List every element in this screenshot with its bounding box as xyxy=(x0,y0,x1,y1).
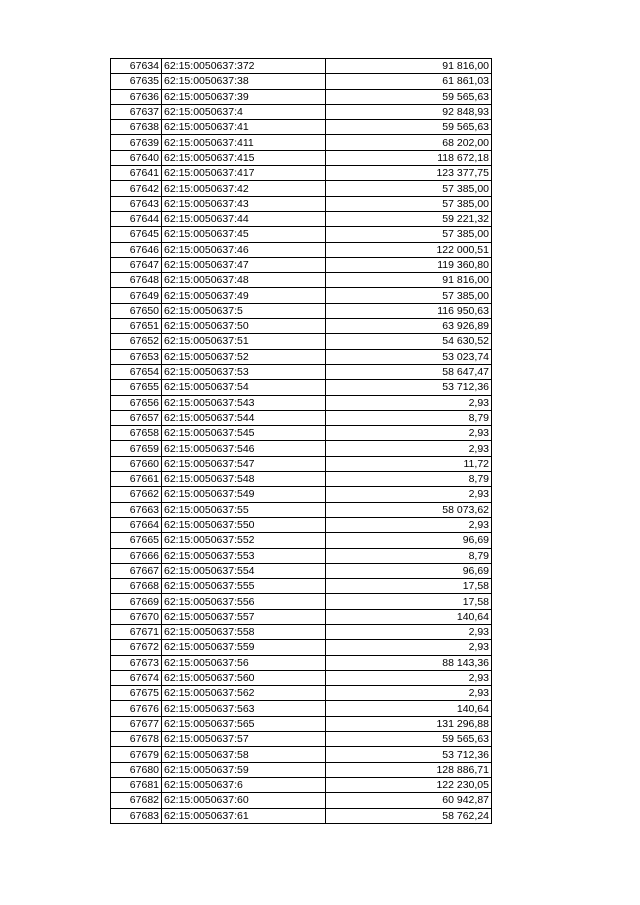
table-row xyxy=(111,349,492,364)
cadastral-number-cell: 62:15:0050637:547 xyxy=(162,456,326,471)
table-row xyxy=(111,655,492,670)
cadastral-value-cell: 60 942,87 xyxy=(326,793,492,808)
row-number-cell: 67671 xyxy=(111,624,162,639)
cadastral-number-cell: 62:15:0050637:55 xyxy=(162,502,326,517)
table-row xyxy=(111,472,492,487)
table-row xyxy=(111,670,492,685)
cadastral-value-cell: 59 565,63 xyxy=(326,732,492,747)
cadastral-number-cell: 62:15:0050637:39 xyxy=(162,89,326,104)
row-number-cell: 67655 xyxy=(111,380,162,395)
row-number-cell: 67667 xyxy=(111,563,162,578)
cadastral-number-cell: 62:15:0050637:41 xyxy=(162,120,326,135)
cadastral-value-cell: 122 000,51 xyxy=(326,242,492,257)
table-row xyxy=(111,502,492,517)
table-row xyxy=(111,380,492,395)
cadastral-value-cell: 2,93 xyxy=(326,441,492,456)
cadastral-number-cell: 62:15:0050637:562 xyxy=(162,686,326,701)
table-row xyxy=(111,762,492,777)
cadastral-value-cell: 53 712,36 xyxy=(326,747,492,762)
cadastral-number-cell: 62:15:0050637:560 xyxy=(162,670,326,685)
cadastral-value-cell: 2,93 xyxy=(326,640,492,655)
table-row xyxy=(111,303,492,318)
table-row xyxy=(111,410,492,425)
row-number-cell: 67648 xyxy=(111,273,162,288)
table-row xyxy=(111,548,492,563)
cadastral-number-cell: 62:15:0050637:565 xyxy=(162,716,326,731)
cadastral-number-cell: 62:15:0050637:50 xyxy=(162,319,326,334)
table-row xyxy=(111,563,492,578)
cadastral-value-cell: 2,93 xyxy=(326,426,492,441)
row-number-cell: 67654 xyxy=(111,364,162,379)
cadastral-value-cell: 2,93 xyxy=(326,395,492,410)
row-number-cell: 67675 xyxy=(111,686,162,701)
cadastral-number-cell: 62:15:0050637:52 xyxy=(162,349,326,364)
cadastral-value-cell: 96,69 xyxy=(326,563,492,578)
cadastral-value-cell: 131 296,88 xyxy=(326,716,492,731)
row-number-cell: 67680 xyxy=(111,762,162,777)
table-row xyxy=(111,273,492,288)
row-number-cell: 67649 xyxy=(111,288,162,303)
table-row xyxy=(111,150,492,165)
cadastral-value-cell: 2,93 xyxy=(326,624,492,639)
table-row xyxy=(111,334,492,349)
cadastral-number-cell: 62:15:0050637:545 xyxy=(162,426,326,441)
table-row xyxy=(111,319,492,334)
row-number-cell: 67652 xyxy=(111,334,162,349)
cadastral-number-cell: 62:15:0050637:44 xyxy=(162,211,326,226)
table-row xyxy=(111,242,492,257)
cadastral-number-cell: 62:15:0050637:546 xyxy=(162,441,326,456)
row-number-cell: 67644 xyxy=(111,211,162,226)
table-row xyxy=(111,533,492,548)
row-number-cell: 67677 xyxy=(111,716,162,731)
row-number-cell: 67665 xyxy=(111,533,162,548)
table-row xyxy=(111,517,492,532)
row-number-cell: 67683 xyxy=(111,808,162,823)
row-number-cell: 67640 xyxy=(111,150,162,165)
cadastral-value-cell: 61 861,03 xyxy=(326,74,492,89)
table-body xyxy=(111,59,492,824)
row-number-cell: 67651 xyxy=(111,319,162,334)
cadastral-number-cell: 62:15:0050637:6 xyxy=(162,777,326,792)
row-number-cell: 67647 xyxy=(111,257,162,272)
table-row xyxy=(111,609,492,624)
cadastral-number-cell: 62:15:0050637:61 xyxy=(162,808,326,823)
cadastral-number-cell: 62:15:0050637:548 xyxy=(162,472,326,487)
table-row xyxy=(111,395,492,410)
row-number-cell: 67661 xyxy=(111,472,162,487)
cadastral-value-cell: 59 565,63 xyxy=(326,120,492,135)
cadastral-number-cell: 62:15:0050637:53 xyxy=(162,364,326,379)
table-row xyxy=(111,227,492,242)
row-number-cell: 67669 xyxy=(111,594,162,609)
cadastral-value-cell: 11,72 xyxy=(326,456,492,471)
row-number-cell: 67658 xyxy=(111,426,162,441)
table-row xyxy=(111,181,492,196)
table-row xyxy=(111,257,492,272)
cadastral-value-cell: 91 816,00 xyxy=(326,59,492,74)
row-number-cell: 67679 xyxy=(111,747,162,762)
cadastral-value-cell: 122 230,05 xyxy=(326,777,492,792)
row-number-cell: 67657 xyxy=(111,410,162,425)
cadastral-number-cell: 62:15:0050637:554 xyxy=(162,563,326,578)
table-row xyxy=(111,456,492,471)
table-row xyxy=(111,441,492,456)
cadastral-number-cell: 62:15:0050637:54 xyxy=(162,380,326,395)
cadastral-number-cell: 62:15:0050637:415 xyxy=(162,150,326,165)
cadastral-value-cell: 8,79 xyxy=(326,472,492,487)
cadastral-number-cell: 62:15:0050637:42 xyxy=(162,181,326,196)
cadastral-number-cell: 62:15:0050637:48 xyxy=(162,273,326,288)
row-number-cell: 67639 xyxy=(111,135,162,150)
cadastral-value-cell: 91 816,00 xyxy=(326,273,492,288)
cadastral-value-cell: 2,93 xyxy=(326,487,492,502)
row-number-cell: 67636 xyxy=(111,89,162,104)
cadastral-number-cell: 62:15:0050637:555 xyxy=(162,579,326,594)
row-number-cell: 67641 xyxy=(111,166,162,181)
row-number-cell: 67672 xyxy=(111,640,162,655)
row-number-cell: 67634 xyxy=(111,59,162,74)
cadastral-number-cell: 62:15:0050637:559 xyxy=(162,640,326,655)
cadastral-number-cell: 62:15:0050637:60 xyxy=(162,793,326,808)
row-number-cell: 67673 xyxy=(111,655,162,670)
table-row xyxy=(111,426,492,441)
cadastral-number-cell: 62:15:0050637:56 xyxy=(162,655,326,670)
table-row xyxy=(111,579,492,594)
row-number-cell: 67663 xyxy=(111,502,162,517)
cadastral-number-cell: 62:15:0050637:553 xyxy=(162,548,326,563)
cadastral-value-cell: 59 565,63 xyxy=(326,89,492,104)
table-row xyxy=(111,120,492,135)
table-row xyxy=(111,166,492,181)
row-number-cell: 67674 xyxy=(111,670,162,685)
table-row xyxy=(111,59,492,74)
cadastral-value-cell: 17,58 xyxy=(326,594,492,609)
cadastral-number-cell: 62:15:0050637:4 xyxy=(162,104,326,119)
cadastral-value-cell: 140,64 xyxy=(326,609,492,624)
row-number-cell: 67656 xyxy=(111,395,162,410)
table-row xyxy=(111,135,492,150)
row-number-cell: 67635 xyxy=(111,74,162,89)
cadastral-value-cell: 54 630,52 xyxy=(326,334,492,349)
cadastral-number-cell: 62:15:0050637:51 xyxy=(162,334,326,349)
cadastral-number-cell: 62:15:0050637:49 xyxy=(162,288,326,303)
cadastral-number-cell: 62:15:0050637:549 xyxy=(162,487,326,502)
cadastral-value-cell: 8,79 xyxy=(326,410,492,425)
table-row xyxy=(111,808,492,823)
row-number-cell: 67660 xyxy=(111,456,162,471)
row-number-cell: 67643 xyxy=(111,196,162,211)
cadastral-value-cell: 57 385,00 xyxy=(326,196,492,211)
cadastral-number-cell: 62:15:0050637:557 xyxy=(162,609,326,624)
table-row xyxy=(111,732,492,747)
table-row xyxy=(111,716,492,731)
cadastral-value-cell: 119 360,80 xyxy=(326,257,492,272)
cadastral-value-cell: 116 950,63 xyxy=(326,303,492,318)
cadastral-value-cell: 118 672,18 xyxy=(326,150,492,165)
cadastral-number-cell: 62:15:0050637:558 xyxy=(162,624,326,639)
table-row xyxy=(111,701,492,716)
cadastral-number-cell: 62:15:0050637:417 xyxy=(162,166,326,181)
cadastral-value-cell: 128 886,71 xyxy=(326,762,492,777)
cadastral-value-cell: 58 762,24 xyxy=(326,808,492,823)
table-row xyxy=(111,777,492,792)
cadastral-value-cell: 2,93 xyxy=(326,686,492,701)
cadastral-value-cell: 92 848,93 xyxy=(326,104,492,119)
cadastral-value-cell: 8,79 xyxy=(326,548,492,563)
cadastral-value-cell: 57 385,00 xyxy=(326,227,492,242)
row-number-cell: 67681 xyxy=(111,777,162,792)
cadastral-value-cell: 88 143,36 xyxy=(326,655,492,670)
cadastral-number-cell: 62:15:0050637:5 xyxy=(162,303,326,318)
table-row xyxy=(111,640,492,655)
row-number-cell: 67645 xyxy=(111,227,162,242)
table-row xyxy=(111,747,492,762)
cadastral-value-cell: 59 221,32 xyxy=(326,211,492,226)
cadastral-number-cell: 62:15:0050637:544 xyxy=(162,410,326,425)
cadastral-value-cell: 57 385,00 xyxy=(326,181,492,196)
cadastral-number-cell: 62:15:0050637:43 xyxy=(162,196,326,211)
row-number-cell: 67666 xyxy=(111,548,162,563)
table-row xyxy=(111,196,492,211)
table-row xyxy=(111,89,492,104)
cadastral-value-cell: 63 926,89 xyxy=(326,319,492,334)
cadastral-value-cell: 53 023,74 xyxy=(326,349,492,364)
row-number-cell: 67646 xyxy=(111,242,162,257)
cadastral-number-cell: 62:15:0050637:58 xyxy=(162,747,326,762)
cadastral-value-table xyxy=(110,58,492,824)
row-number-cell: 67682 xyxy=(111,793,162,808)
cadastral-value-cell: 58 073,62 xyxy=(326,502,492,517)
cadastral-number-cell: 62:15:0050637:38 xyxy=(162,74,326,89)
table-row xyxy=(111,288,492,303)
cadastral-number-cell: 62:15:0050637:563 xyxy=(162,701,326,716)
table-row xyxy=(111,686,492,701)
cadastral-number-cell: 62:15:0050637:45 xyxy=(162,227,326,242)
cadastral-number-cell: 62:15:0050637:556 xyxy=(162,594,326,609)
cadastral-value-cell: 58 647,47 xyxy=(326,364,492,379)
cadastral-value-cell: 96,69 xyxy=(326,533,492,548)
table-row xyxy=(111,487,492,502)
cadastral-number-cell: 62:15:0050637:552 xyxy=(162,533,326,548)
cadastral-value-cell: 53 712,36 xyxy=(326,380,492,395)
table-row xyxy=(111,624,492,639)
cadastral-value-cell: 57 385,00 xyxy=(326,288,492,303)
row-number-cell: 67659 xyxy=(111,441,162,456)
table-row xyxy=(111,104,492,119)
table-row xyxy=(111,74,492,89)
cadastral-number-cell: 62:15:0050637:411 xyxy=(162,135,326,150)
row-number-cell: 67638 xyxy=(111,120,162,135)
row-number-cell: 67664 xyxy=(111,517,162,532)
cadastral-value-cell: 2,93 xyxy=(326,517,492,532)
table-row xyxy=(111,364,492,379)
cadastral-number-cell: 62:15:0050637:59 xyxy=(162,762,326,777)
cadastral-number-cell: 62:15:0050637:543 xyxy=(162,395,326,410)
table-row xyxy=(111,594,492,609)
row-number-cell: 67653 xyxy=(111,349,162,364)
cadastral-number-cell: 62:15:0050637:372 xyxy=(162,59,326,74)
cadastral-value-cell: 140,64 xyxy=(326,701,492,716)
row-number-cell: 67668 xyxy=(111,579,162,594)
row-number-cell: 67642 xyxy=(111,181,162,196)
row-number-cell: 67662 xyxy=(111,487,162,502)
cadastral-value-cell: 123 377,75 xyxy=(326,166,492,181)
cadastral-number-cell: 62:15:0050637:57 xyxy=(162,732,326,747)
cadastral-number-cell: 62:15:0050637:46 xyxy=(162,242,326,257)
cadastral-value-cell: 68 202,00 xyxy=(326,135,492,150)
cadastral-value-cell: 2,93 xyxy=(326,670,492,685)
row-number-cell: 67670 xyxy=(111,609,162,624)
row-number-cell: 67650 xyxy=(111,303,162,318)
cadastral-number-cell: 62:15:0050637:550 xyxy=(162,517,326,532)
cadastral-value-cell: 17,58 xyxy=(326,579,492,594)
table-row xyxy=(111,211,492,226)
table-row xyxy=(111,793,492,808)
row-number-cell: 67637 xyxy=(111,104,162,119)
row-number-cell: 67676 xyxy=(111,701,162,716)
cadastral-number-cell: 62:15:0050637:47 xyxy=(162,257,326,272)
row-number-cell: 67678 xyxy=(111,732,162,747)
